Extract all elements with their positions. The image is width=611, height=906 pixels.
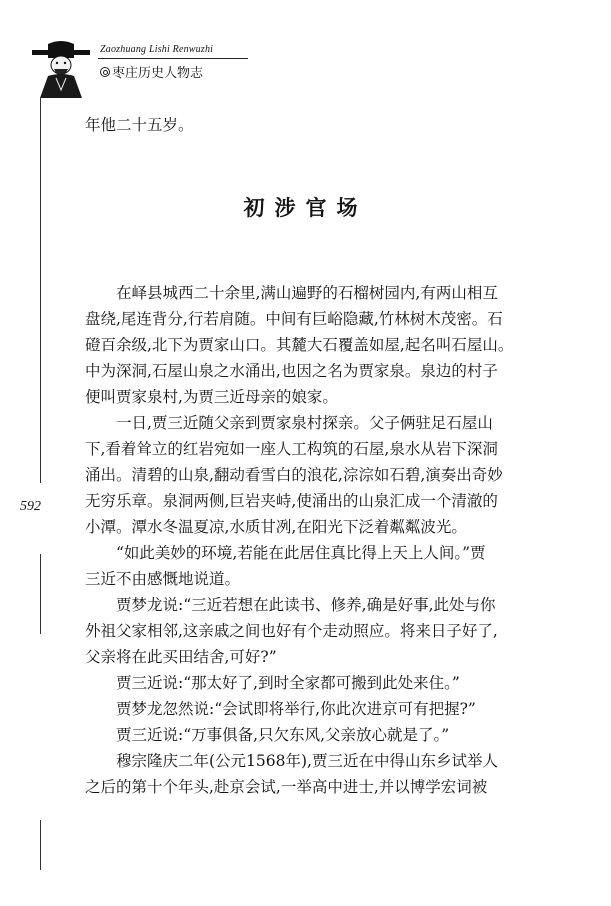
- series-chinese-title-row: [100, 62, 203, 81]
- section-title: 初涉官场: [243, 195, 368, 220]
- margin-rule-bottom: [40, 820, 41, 870]
- text-line: 一日,贾三近随父亲到贾家泉村探亲。父子俩驻足石屋山: [116, 414, 493, 432]
- target-circle-icon: [100, 67, 110, 77]
- intro-paragraph: [85, 112, 553, 138]
- series-english-title: Zaozhuang Lishi Renwuzhi: [100, 44, 214, 55]
- text-line: 贾三近说:“那太好了,到时全家都可搬到此处来住。”: [116, 674, 460, 692]
- margin-rule-lower: [40, 554, 41, 634]
- body-text: [85, 280, 553, 800]
- header-divider: [98, 58, 248, 59]
- text-line: 穆宗隆庆二年(公元1568年),贾三近在中得山东乡试举人: [116, 752, 498, 770]
- text-line: 贾三近说:“万事俱备,只欠东风,父亲放心就是了。”: [116, 726, 450, 744]
- text-line: 年他二十五岁。: [85, 116, 194, 134]
- text-line: 磴百余级,北下为贾家山口。其麓大石覆盖如屋,起名叫石屋山。: [85, 336, 514, 354]
- text-line: 下,看着耸立的红岩宛如一座人工构筑的石屋,泉水从岩下深洞: [85, 440, 498, 458]
- text-line: 之后的第十个年头,赴京会试,一举高中进士,并以博学宏词被: [85, 778, 488, 796]
- margin-rule-top: [40, 98, 41, 483]
- text-line: 无穷乐章。泉洞两侧,巨岩夹峙,使涌出的山泉汇成一个清澈的: [85, 492, 498, 510]
- official-portrait-icon: [30, 40, 92, 98]
- series-chinese-title: 枣庄历史人物志: [112, 66, 204, 81]
- text-line: 贾梦龙忽然说:“会试即将举行,你此次进京可有把握?”: [116, 700, 476, 718]
- text-line: 外祖父家相邻,这亲戚之间也好有个走动照应。将来日子好了,: [85, 622, 498, 640]
- text-line: 盘绕,尾连背分,行若肩随。中间有巨峪隐藏,竹林树木茂密。石: [85, 310, 503, 328]
- text-line: 便叫贾家泉村,为贾三近母亲的娘家。: [85, 388, 338, 406]
- text-line: 涌出。清碧的山泉,翻动看雪白的浪花,淙淙如石碧,演奏出奇妙: [85, 466, 503, 484]
- text-line: 父亲将在此买田结舍,可好?”: [85, 648, 277, 666]
- text-line: 贾梦龙说:“三近若想在此读书、修养,确是好事,此处与你: [116, 596, 496, 614]
- text-line: 在峄县城西二十余里,满山遍野的石榴树园内,有两山相互: [116, 284, 498, 302]
- text-line: “如此美妙的环境,若能在此居住真比得上天上人间。”贾: [116, 544, 486, 562]
- text-line: 三近不由感慨地说道。: [85, 570, 241, 588]
- text-line: 小潭。潭水冬温夏凉,水质甘冽,在阳光下泛着粼粼波光。: [85, 518, 467, 536]
- text-line: 中为深洞,石屋山泉之水涌出,也因之名为贾家泉。泉边的村子: [85, 362, 498, 380]
- page-number: 592: [20, 499, 41, 514]
